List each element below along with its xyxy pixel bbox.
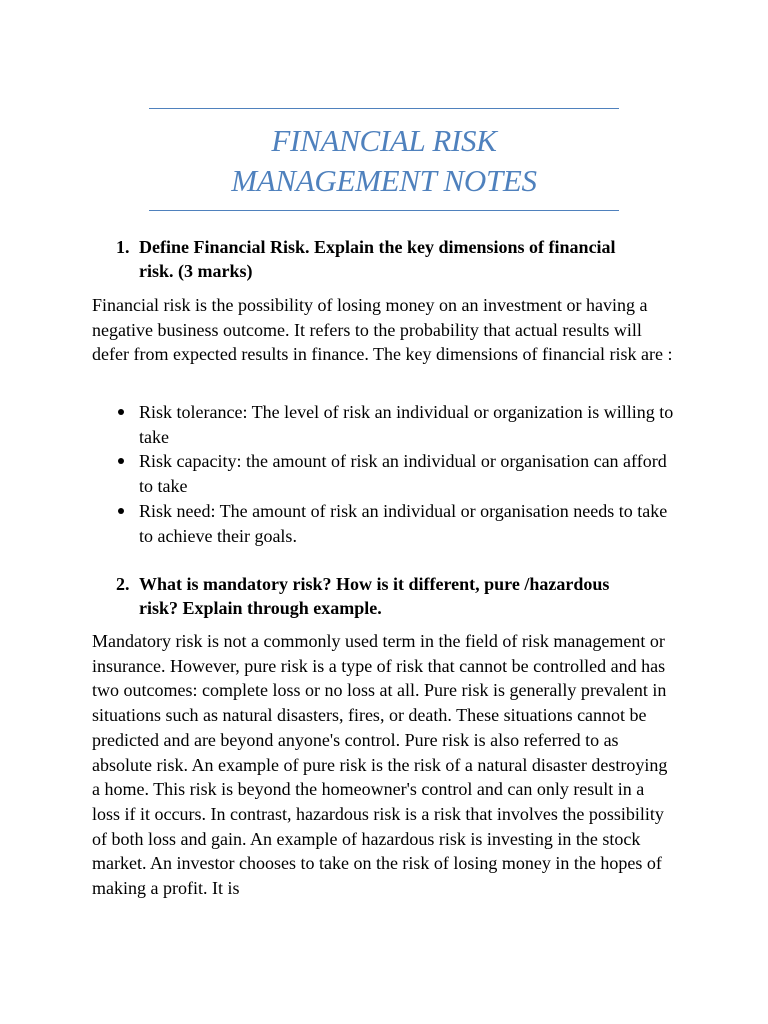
question-1-text: Define Financial Risk. Explain the key dimensions of financial risk. (3 marks) <box>139 237 616 281</box>
title-bottom-rule <box>149 210 619 211</box>
list-item <box>92 449 682 498</box>
page-title-line2: MANAGEMENT NOTES <box>231 163 537 198</box>
title-top-rule <box>149 108 619 109</box>
answer-2-paragraph: Mandatory risk is not a commonly used term in the field of risk management or insurance. However, pure risk is a type of risk that cannot be controlled and has two outcomes: complete loss or no loss at all. Pure risk is generally prevalent in situations such as natural disasters, fires, or death. These situations cannot be predicted and are beyond anyone's control. Pure risk is also referred to as absolute risk. An example of pure risk is the risk of a natural disaster destroying a home. This risk is beyond the homeowner's control and can only result in a loss if it occurs. In contrast, hazardous risk is a risk that involves the possibility of both loss and gain. An example of hazardous risk is investing in the stock market. An investor chooses to take on the risk of losing money in the hopes of making a profit. It is <box>92 631 668 899</box>
list-item-text: Risk need: The amount of risk an individual or organisation needs to take to achieve their goals. <box>139 500 668 546</box>
question-1 <box>92 235 652 283</box>
list-item <box>92 499 682 548</box>
answer-1-paragraph: Financial risk is the possibility of losing money on an investment or having a negative business outcome. It refers to the probability that actual results will defer from expected results in finance. The key dimensions of financial risk are : <box>92 295 673 365</box>
page-title-line1: FINANCIAL RISK <box>271 123 497 158</box>
bullet-dot-icon <box>118 409 124 415</box>
list-item-text: Risk tolerance: The level of risk an individual or organization is willing to take <box>139 402 674 447</box>
list-item <box>92 400 682 449</box>
bullet-dot-icon <box>118 458 124 464</box>
dimensions-list <box>92 400 682 548</box>
list-item-text: Risk capacity: the amount of risk an individual or organisation can afford to take <box>139 451 667 497</box>
question-2-number: 2. <box>116 574 130 594</box>
bullet-dot-icon <box>118 508 124 514</box>
question-1-number: 1. <box>116 237 130 257</box>
question-2-text: What is mandatory risk? How is it different, pure /hazardous risk? Explain through example. <box>139 574 610 618</box>
question-2 <box>92 572 652 620</box>
